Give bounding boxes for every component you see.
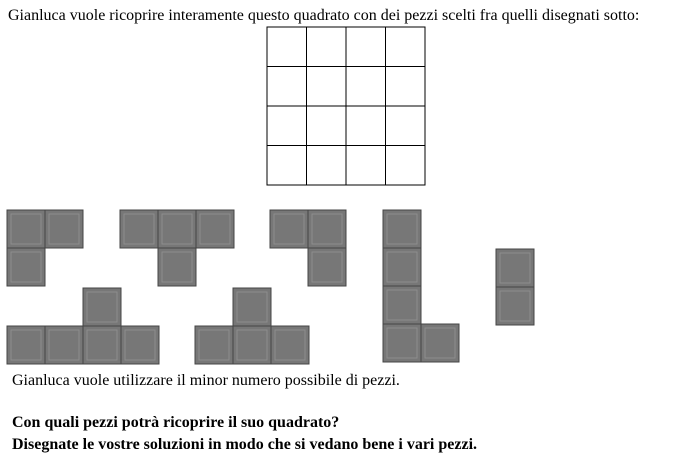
note-text: Gianluca vuole utilizzare il minor numero possibile di pezzi.: [12, 372, 400, 389]
square-grid-cell: [267, 27, 307, 67]
piece-cell: [383, 210, 421, 248]
instruction-text: Disegnate le vostre soluzioni in modo che si vedano bene i vari pezzi.: [12, 436, 478, 453]
piece-cell: [383, 324, 421, 362]
piece-cell: [496, 287, 534, 325]
piece-cell: [383, 248, 421, 286]
piece-cell: [195, 326, 233, 364]
piece-t-tetromino-down: [120, 210, 234, 286]
piece-cell: [45, 326, 83, 364]
piece-cell: [83, 326, 121, 364]
piece-cell: [45, 210, 83, 248]
target-square-grid: [267, 27, 425, 185]
piece-cell: [158, 210, 196, 248]
piece-l-tromino: [7, 210, 83, 286]
piece-cell: [233, 326, 271, 364]
piece-cell: [383, 286, 421, 324]
square-grid-cell: [307, 146, 347, 186]
piece-cell: [308, 210, 346, 248]
piece-j-tromino: [270, 210, 346, 286]
piece-cell: [270, 210, 308, 248]
piece-cell: [496, 249, 534, 287]
piece-cell: [196, 210, 234, 248]
piece-cell: [271, 326, 309, 364]
piece-cell: [158, 248, 196, 286]
square-grid-cell: [267, 146, 307, 186]
square-grid-cell: [386, 27, 426, 67]
square-grid-cell: [267, 67, 307, 107]
piece-t-pentomino-wide: [7, 288, 159, 364]
square-grid-cell: [307, 27, 347, 67]
square-grid-cell: [346, 27, 386, 67]
square-grid-cell: [307, 106, 347, 146]
piece-t-tetromino-up: [195, 288, 309, 364]
square-grid-cell: [386, 106, 426, 146]
piece-cell: [7, 326, 45, 364]
intro-text: Gianluca vuole ricoprire interamente questo quadrato con dei pezzi scelti fra quelli disegnati sotto:: [8, 7, 640, 24]
square-grid-cell: [307, 67, 347, 107]
piece-cell: [233, 288, 271, 326]
square-grid-cell: [386, 146, 426, 186]
question-text: Con quali pezzi potrà ricoprire il suo quadrato?: [12, 414, 340, 431]
square-grid-cell: [346, 106, 386, 146]
piece-l-tetromino: [383, 210, 459, 362]
piece-cell: [7, 248, 45, 286]
piece-cell: [7, 210, 45, 248]
piece-cell: [121, 326, 159, 364]
piece-cell: [421, 324, 459, 362]
square-grid-cell: [386, 67, 426, 107]
square-grid-cell: [267, 106, 307, 146]
piece-domino-vertical: [496, 249, 534, 325]
piece-cell: [83, 288, 121, 326]
piece-cell: [120, 210, 158, 248]
pieces-set: [7, 210, 534, 364]
piece-cell: [308, 248, 346, 286]
square-grid-cell: [346, 146, 386, 186]
square-grid-cell: [346, 67, 386, 107]
